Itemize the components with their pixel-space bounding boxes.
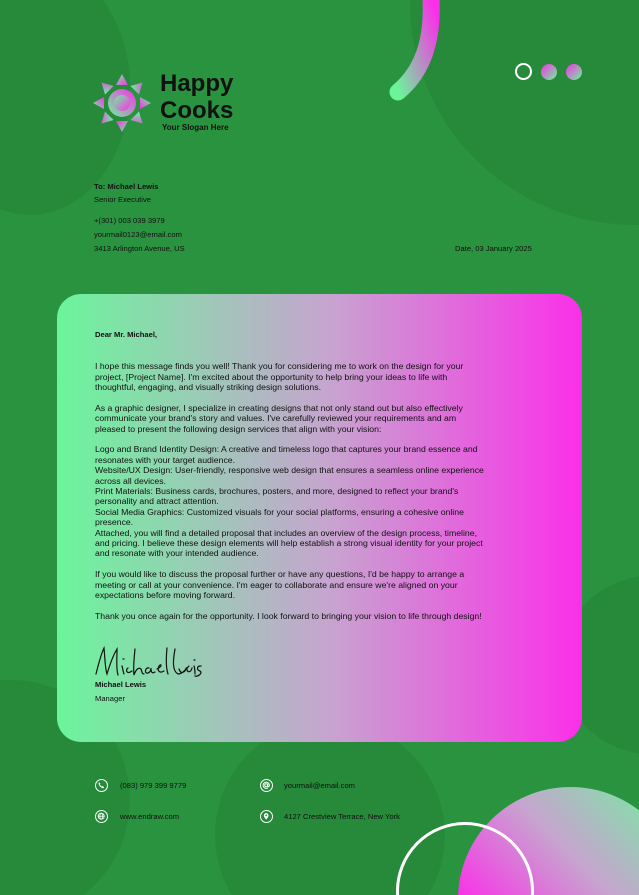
phone-icon xyxy=(95,779,108,792)
letter-line: Print Materials: Business cards, brochures, posters, and more, designed to reflect your brand's xyxy=(95,486,459,497)
letter-line: and pricing. I believe these design elements will help establish a strong visual identity for your project xyxy=(95,538,483,549)
decorative-dot-gradient-1 xyxy=(541,64,557,80)
letter-line: Attached, you will find a detailed proposal that includes an overview of the design process, timeline, xyxy=(95,527,477,538)
decorative-dot-outline xyxy=(515,63,532,80)
letter-paragraph-1 xyxy=(95,361,535,392)
letter-card xyxy=(57,294,582,742)
letter-line: and resonate with your intended audience. xyxy=(95,548,259,559)
letter-line: pleased to present the following design services that align with your vision: xyxy=(95,423,382,434)
recipient-title: Senior Executive xyxy=(94,195,151,204)
recipient-phone: +(301) 003 039 3979 xyxy=(94,216,165,225)
letter-line: expectations before moving forward. xyxy=(95,590,236,601)
handwritten-signature xyxy=(93,644,205,682)
signer-name: Michael Lewis xyxy=(95,680,147,689)
letter-line: communicate your brand's story and values. I've carefully reviewed your requirements and am xyxy=(95,413,457,424)
letter-line: Thank you once again for the opportunity. I look forward to bringing your vision to life through design! xyxy=(95,610,482,621)
decorative-dot-gradient-2 xyxy=(566,64,582,80)
brand-name xyxy=(160,70,233,124)
signer-title: Manager xyxy=(95,694,125,703)
footer-phone: (083) 979 399 9779 xyxy=(120,781,187,790)
letter-date: Date, 03 January 2025 xyxy=(455,244,532,253)
brand-slogan: Your Slogan Here xyxy=(162,123,229,132)
letter-paragraph-5 xyxy=(95,611,535,621)
letter-line: meeting or call at your convenience. I'm eager to collaborate and ensure we're aligned on your xyxy=(95,579,458,590)
letter-line: I hope this message finds you well! Thank you for considering me to work on the design for your xyxy=(95,361,464,372)
letter-line: thoughtful, engaging, and visually striking design solutions. xyxy=(95,382,322,392)
location-pin-icon xyxy=(260,810,273,823)
letter-line: across all devices. xyxy=(95,475,166,486)
letter-line: project, [Project Name]. I'm excited about the opportunity to help bring your ideas to life with xyxy=(95,371,448,382)
letter-line: Website/UX Design: User-friendly, responsive web design that ensures a seamless online experience xyxy=(95,465,484,476)
recipient-email: yourmail0123@email.com xyxy=(94,230,182,239)
letter-line: personality and attract attention. xyxy=(95,496,219,507)
footer-email: yourmail@email.com xyxy=(284,781,356,790)
footer-website: www.endraw.com xyxy=(120,812,180,821)
letter-line: presence. xyxy=(95,517,134,528)
recipient-to: To: Michael Lewis xyxy=(94,182,159,191)
recipient-address: 3413 Arlington Avenue, US xyxy=(94,244,185,253)
globe-icon xyxy=(95,810,108,823)
brand-name-line2: Cooks xyxy=(160,97,234,124)
letter-line: If you would like to discuss the proposal further or have any questions, I'd be happy to arrange a xyxy=(95,569,465,580)
decorative-arc-top xyxy=(380,0,450,110)
letter-paragraph-2 xyxy=(95,403,535,434)
letter-greeting: Dear Mr. Michael, xyxy=(95,330,158,339)
footer-address: 4127 Crestview Terrace, New York xyxy=(284,812,400,821)
letter-line: As a graphic designer, I specialize in creating designs that not only stand out but also effectively xyxy=(95,402,463,413)
letter-line: Social Media Graphics: Customized visuals for your social platforms, ensuring a cohesive online xyxy=(95,506,464,517)
letter-line: Logo and Brand Identity Design: A creative and timeless logo that captures your brand essence and xyxy=(95,444,478,455)
sun-logo-icon xyxy=(92,73,152,133)
letter-paragraph-4 xyxy=(95,569,535,600)
letter-line: resonates with your target audience. xyxy=(95,454,236,465)
at-sign-icon xyxy=(260,779,273,792)
letter-body xyxy=(95,330,535,621)
letter-paragraph-3 xyxy=(95,444,535,558)
brand-name-line1: Happy xyxy=(160,70,234,97)
